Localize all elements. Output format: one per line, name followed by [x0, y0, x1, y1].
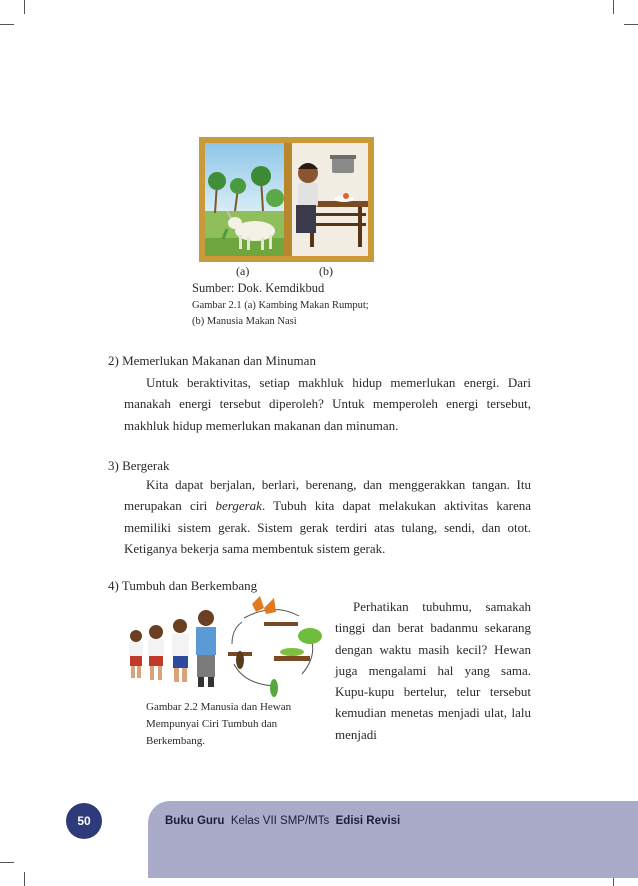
footer-band	[148, 801, 638, 878]
footer-edition-label: Edisi Revisi	[335, 815, 401, 827]
page-number: 50	[66, 803, 102, 839]
figure-goat-and-boy-illustration	[199, 137, 374, 262]
crop-mark	[613, 0, 614, 14]
footer-class-label: Kelas VII SMP/MTs	[230, 815, 330, 827]
figure-growth-illustration	[124, 594, 329, 698]
goat-scene	[205, 143, 284, 256]
figure-label-a: (a)	[236, 264, 250, 278]
figure-caption-line: Gambar 2.2 Manusia dan Hewan	[146, 701, 292, 713]
figure-label-b: (b)	[319, 264, 333, 278]
crop-mark	[0, 24, 14, 25]
paragraph-text: . Tubuh kita dapat melakukan aktivitas karena memiliki sistem gerak. Sistem gerak terdiri atas tulang, sendi, dan otot. Ketiganya bekerja sama membentuk sistem gerak.	[124, 498, 531, 556]
emphasis-text: bergerak	[215, 498, 262, 514]
figure-caption-line: Mempunyai Ciri Tumbuh dan	[146, 718, 278, 730]
adult-figure	[196, 610, 216, 687]
section-paragraph	[124, 474, 531, 559]
section-paragraph: Untuk beraktivitas, setiap makhluk hidup memerlukan energi. Dari manakah energi tersebut diperoleh? Untuk memperoleh energi tersebut, makhluk hidup memerlukan makanan dan minuman.	[124, 375, 531, 433]
figure-source: Sumber: Dok. Kemdikbud	[192, 281, 325, 295]
section-heading: 4) Tumbuh dan Berkembang	[108, 578, 258, 593]
figure-caption-line: (b) Manusia Makan Nasi	[192, 316, 297, 327]
child-figure	[148, 625, 164, 680]
section-paragraph: Perhatikan tubuhmu, samakah tinggi dan berat badanmu sekarang dengan waktu masih kecil? Hewan juga mengalami hal yang sama. Kupu-kupu bertelur, telur tersebut kemudian menetas menjadi ulat, lalu menjadi	[335, 599, 531, 742]
figure-caption-line: Berkembang.	[146, 735, 205, 747]
figure-caption	[146, 699, 326, 750]
child-figure	[172, 619, 189, 682]
crop-mark	[0, 862, 14, 863]
section-heading: 3) Bergerak	[108, 458, 170, 473]
crop-mark	[624, 24, 638, 25]
figure-caption-line: Gambar 2.1 (a) Kambing Makan Rumput;	[192, 300, 369, 311]
footer-book-title	[165, 815, 400, 827]
window-divider	[284, 143, 292, 256]
footer-book-label: Buku Guru	[165, 815, 225, 827]
paragraph-text: Kita dapat berjalan, berlari, berenang, dan menggerakkan tangan. Itu merupakan ciri	[124, 477, 531, 514]
boy-eating-scene	[292, 143, 368, 256]
crop-mark	[24, 872, 25, 886]
crop-mark	[24, 0, 25, 14]
child-figure	[129, 630, 143, 678]
butterfly-life-cycle-diagram	[228, 596, 322, 697]
section-heading: 2) Memerlukan Makanan dan Minuman	[108, 353, 316, 368]
